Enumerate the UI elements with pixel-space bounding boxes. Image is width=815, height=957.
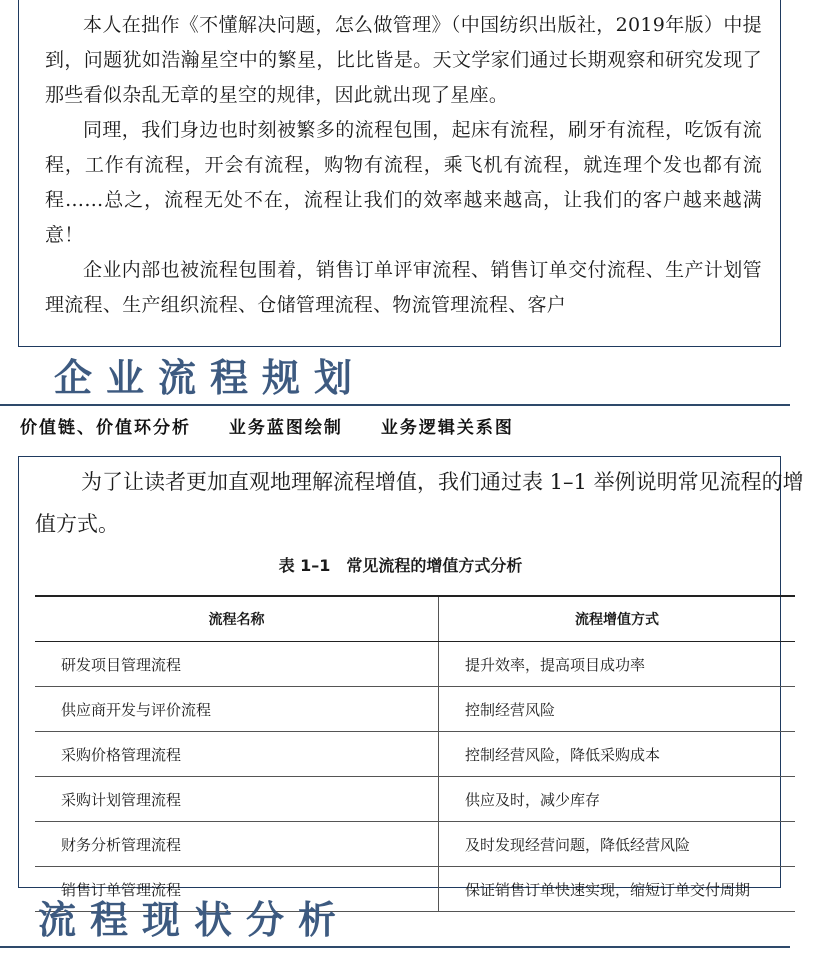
subtopic-line	[20, 413, 544, 438]
section-heading-2	[0, 888, 790, 948]
value-method-cell: 提升效率，提高项目成功率	[439, 642, 796, 687]
process-name-cell: 供应商开发与评价流程	[35, 687, 439, 732]
process-name-cell: 研发项目管理流程	[35, 642, 439, 687]
subtopic-item: 业务逻辑关系图	[380, 418, 514, 438]
column-header: 流程名称	[35, 596, 439, 642]
excerpt-paragraph-3: 企业内部也被流程包围着，销售订单评审流程、销售订单交付流程、生产计划管理流程、生产组织流程、仓储管理流程、物流管理流程、客户	[45, 259, 762, 316]
column-header: 流程增值方式	[439, 596, 796, 642]
value-method-cell: 控制经营风险，降低采购成本	[439, 732, 796, 777]
section-title: 流程现状分析	[38, 897, 351, 942]
value-method-cell: 及时发现经营问题，降低经营风险	[439, 822, 796, 867]
excerpt-box-top	[18, 0, 781, 347]
value-method-cell: 保证销售订单快速实现，缩短订单交付周期	[439, 867, 796, 912]
excerpt-paragraph-2: 同理，我们身边也时刻被繁多的流程包围，起床有流程，刷牙有流程，吃饭有流程，工作有流程，开会有流程，购物有流程，乘飞机有流程，就连理个发也都有流程……总之，流程无处不在，流程让我们的效率越来越高，让我们的客户越来越满意！	[45, 119, 762, 246]
value-method-cell: 供应及时，减少库存	[439, 777, 796, 822]
process-name-cell: 采购计划管理流程	[35, 777, 439, 822]
process-name-cell: 财务分析管理流程	[35, 822, 439, 867]
table-row	[35, 822, 795, 867]
table-row	[35, 687, 795, 732]
table-header-row	[35, 596, 795, 642]
excerpt-paragraph-1: 本人在拙作《不懂解决问题，怎么做管理》（中国纺织出版社，2019年版）中提到，问题犹如浩瀚星空中的繁星，比比皆是。天文学家们通过长期观察和研究发现了那些看似杂乱无章的星空的规律，因此就出现了星座。	[45, 14, 762, 106]
subtopic-item: 价值链、价值环分析	[20, 418, 191, 438]
subtopic-item: 业务蓝图绘制	[228, 418, 343, 438]
section-title: 企业流程规划	[54, 355, 367, 400]
excerpt-box-middle	[18, 456, 804, 899]
table-caption: 表 1–1 常见流程的增值方式分析	[278, 556, 523, 575]
table-row	[35, 732, 795, 777]
value-method-cell: 控制经营风险	[439, 687, 796, 732]
process-name-cell: 销售订单管理流程	[35, 867, 439, 912]
table-row	[35, 777, 795, 822]
section-heading-1	[0, 347, 790, 406]
excerpt-intro: 为了让读者更加直观地理解流程增值，我们通过表 1–1 举例说明常见流程的增值方式。	[35, 470, 804, 536]
process-name-cell: 采购价格管理流程	[35, 732, 439, 777]
table-row	[35, 642, 795, 687]
process-table	[35, 595, 795, 912]
